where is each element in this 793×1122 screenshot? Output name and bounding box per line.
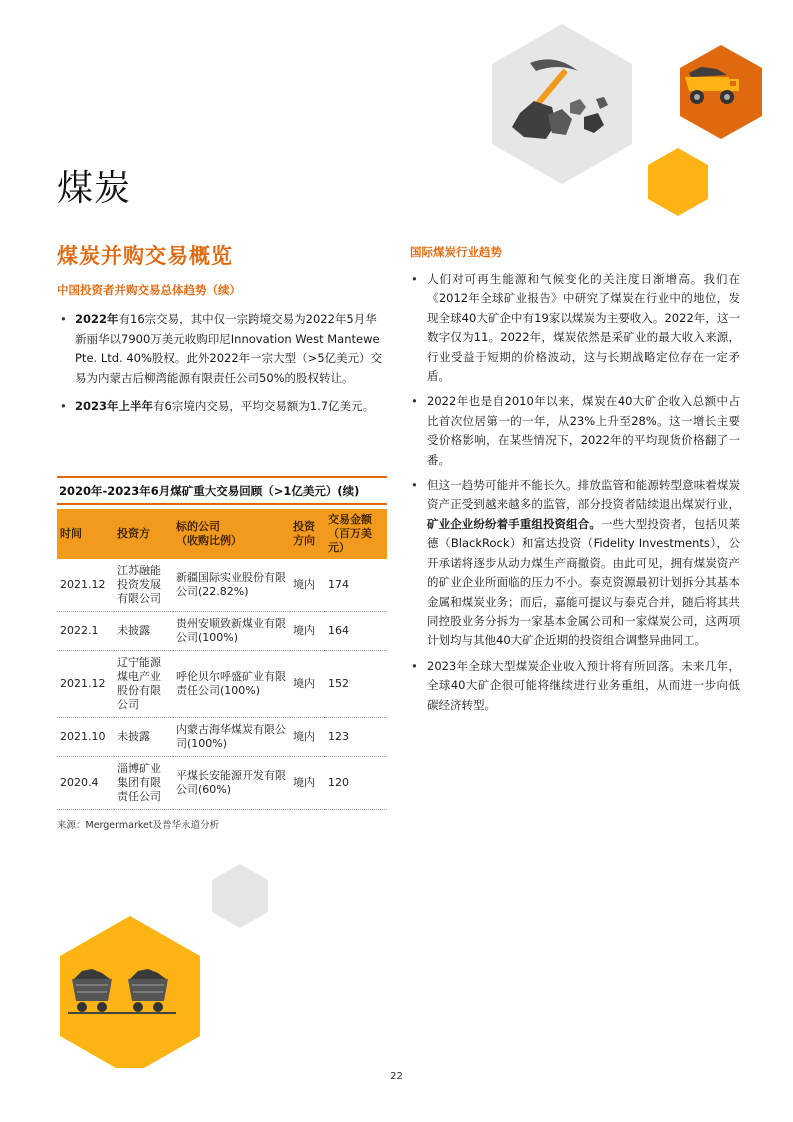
cell-direction: 境内 (290, 651, 325, 718)
header-investor: 投资方 (114, 509, 173, 559)
table-header-row (57, 509, 387, 559)
list-item (57, 397, 387, 417)
section-subheading: 中国投资者并购交易总体趋势（续） (57, 283, 241, 297)
header-time: 时间 (57, 509, 114, 559)
list-item (57, 310, 387, 388)
bullet-lead: 2022年 (75, 312, 119, 326)
cell-time: 2020.4 (57, 757, 114, 810)
bullet-text: 2022年也是自2010年以来，煤炭在40大矿企收入总额中占比首次位居第一的一年，从23%上升至28%。这一增长主要受价格影响，在某些情况下，2022年的平均现货价格翻了一番。 (427, 394, 740, 467)
mining-truck-icon (683, 63, 743, 113)
section-heading: 煤炭并购交易概览 (57, 244, 233, 268)
cell-direction: 境内 (290, 718, 325, 757)
table-row (57, 612, 387, 651)
cell-time: 2022.1 (57, 612, 114, 651)
bullet-emphasis: 矿业企业纷纷着手重组投资组合。 (427, 516, 601, 531)
cell-investor: 未披露 (114, 718, 173, 757)
cell-direction: 境内 (290, 559, 325, 612)
header-amount: 交易金额 （百万美元） (325, 509, 387, 559)
bullet-text-cont: 一些大型投资者，包括贝莱德（BlackRock）和富达投资（Fidelity Investments），公开承诺将逐步从动力煤生产商撤资。由此可见，拥有煤炭资产的矿业企业所面临的压力不小。泰克资源最初计划拆分其基本金属和煤炭业务；而后，嘉能可提议与泰克合并，随后将其共同控股业务分拆为一家基本金属公司和一家煤炭公司，这两项计划均与其他40大矿企近期的投资组合调整异曲同工。 (427, 516, 741, 648)
cell-amount: 174 (325, 559, 387, 612)
list-item (410, 657, 740, 715)
decorative-hexagons-bottom (50, 858, 280, 1068)
page-title: 煤炭 (57, 168, 132, 209)
cell-target: 内蒙古海华煤炭有限公司(100%) (173, 718, 290, 757)
bullet-text: 有16宗交易，其中仅一宗跨境交易为2022年5月华新丽华以7900万美元收购印尼Innovation West Mantewe Pte. Ltd. 40%股权。此外2022年一宗大型（>5亿美元）交易为内蒙古后柳湾能源有限责任公司50%的股权转让。 (75, 312, 383, 385)
deals-table-section (57, 476, 387, 810)
list-item (410, 392, 740, 470)
cell-target: 呼伦贝尔呼盛矿业有限责任公司(100%) (173, 651, 290, 718)
cell-time: 2021.12 (57, 651, 114, 718)
cell-direction: 境内 (290, 612, 325, 651)
cell-amount: 164 (325, 612, 387, 651)
page-number: 22 (390, 1071, 403, 1082)
cell-amount: 120 (325, 757, 387, 810)
table-title: 2020年-2023年6月煤矿重大交易回顾（>1亿美元）(续) (57, 476, 387, 505)
list-item (410, 476, 740, 651)
bullet-text: 人们对可再生能源和气候变化的关注度日渐增高。我们在《2012年全球矿业报告》中研究了煤炭在行业中的地位，发现全球40大矿企中有19家以煤炭为主要收入。2022年，这一数字仅为11。2022年，煤炭依然是采矿业的最大收入来源，行业受益于短期的价格波动，这与长期战略定位存在一定矛盾。 (427, 272, 740, 384)
right-heading: 国际煤炭行业趋势 (410, 245, 502, 259)
cell-target: 新疆国际实业股份有限公司(22.82%) (173, 559, 290, 612)
cell-amount: 123 (325, 718, 387, 757)
table-row (57, 559, 387, 612)
cell-target: 贵州安顺致新煤业有限公司(100%) (173, 612, 290, 651)
table-row (57, 718, 387, 757)
left-column (57, 240, 387, 426)
header-target: 标的公司 （收购比例） (173, 509, 290, 559)
bullet-text: 但这一趋势可能并不能长久。排放监管和能源转型意味着煤炭资产正受到越来越多的监管，部分投资者陆续退出煤炭行业， (427, 478, 740, 512)
cell-time: 2021.12 (57, 559, 114, 612)
deals-table (57, 509, 387, 810)
cell-investor: 江苏融能投资发展有限公司 (114, 559, 173, 612)
cell-amount: 152 (325, 651, 387, 718)
left-bullet-list (57, 310, 387, 417)
right-column (410, 244, 740, 721)
cell-target: 平煤长安能源开发有限公司(60%) (173, 757, 290, 810)
bullet-lead: 2023年上半年 (75, 399, 154, 413)
coal-carts-icon (68, 965, 178, 1025)
cell-time: 2021.10 (57, 718, 114, 757)
pickaxe-coal-icon (500, 55, 620, 150)
table-row (57, 757, 387, 810)
right-bullet-list (410, 270, 740, 715)
bullet-text: 2023年全球大型煤炭企业收入预计将有所回落。未来几年，全球40大矿企很可能将继续进行业务重组，从而进一步向低碳经济转型。 (427, 658, 740, 712)
cell-investor: 辽宁能源煤电产业股份有限公司 (114, 651, 173, 718)
table-source-note: 来源：Mergermarket及普华永道分析 (57, 820, 220, 831)
header-direction: 投资 方向 (290, 509, 325, 559)
list-item (410, 270, 740, 386)
cell-direction: 境内 (290, 757, 325, 810)
bullet-text: 有6宗境内交易，平均交易额为1.7亿美元。 (153, 399, 375, 413)
cell-investor: 未披露 (114, 612, 173, 651)
table-row (57, 651, 387, 718)
cell-investor: 淄博矿业集团有限责任公司 (114, 757, 173, 810)
